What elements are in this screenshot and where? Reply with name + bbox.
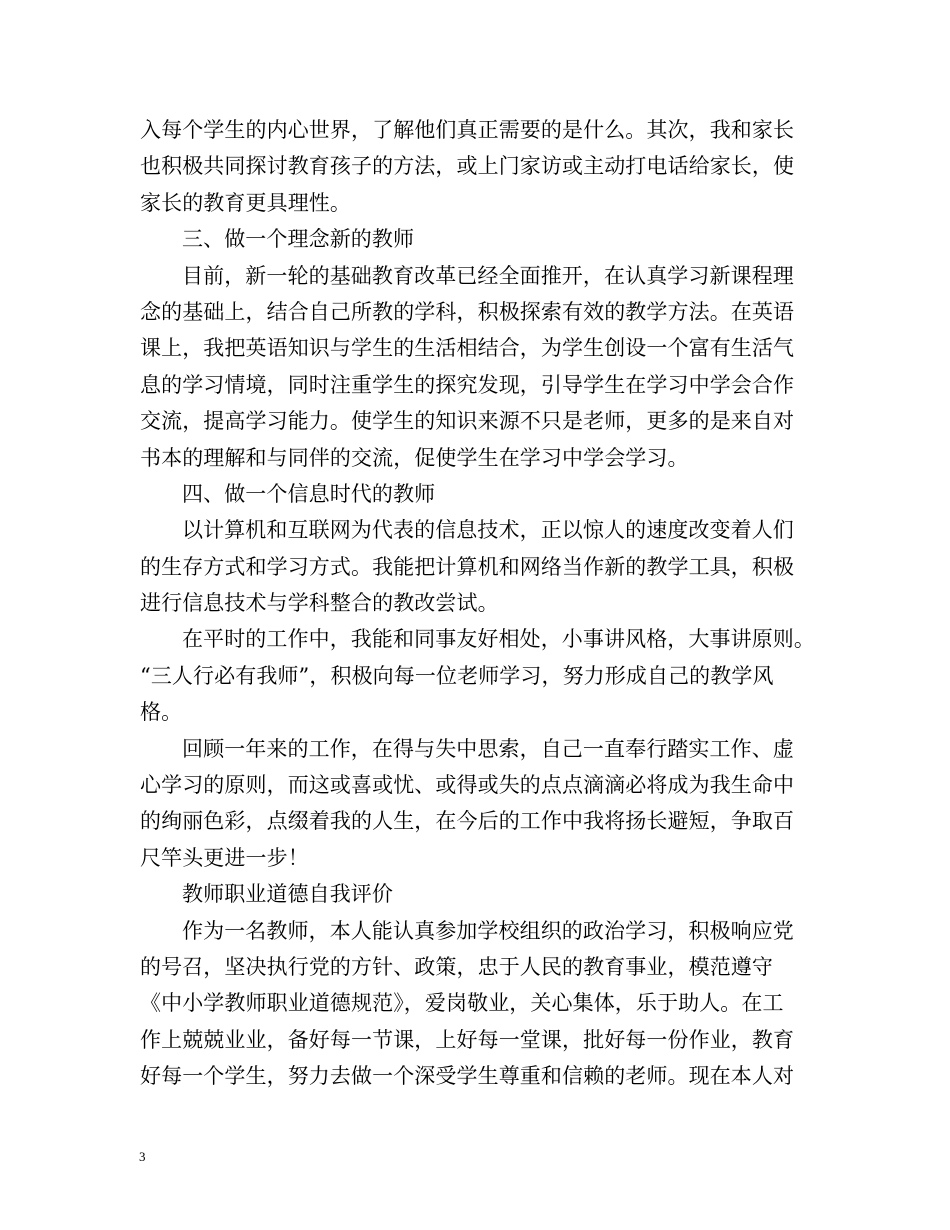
section-heading: 三、做一个理念新的教师: [182, 227, 415, 252]
text-line: 格。: [140, 700, 183, 725]
page-number: 3: [139, 1149, 146, 1164]
text-line: 家长的教育更具理性。: [140, 190, 351, 215]
text-line: 念的基础上，结合自己所教的学科，积极探索有效的教学方法。在英语: [140, 299, 795, 324]
section-heading: 四、做一个信息时代的教师: [182, 481, 436, 506]
text-line: 《中小学教师职业道德规范》，爱岗敬业，关心集体，乐于助人。在工: [140, 991, 784, 1016]
text-line: 的号召，坚决执行党的方针、政策，忠于人民的教育事业，模范遵守: [140, 954, 773, 979]
section-heading: 教师职业道德自我评价: [182, 882, 393, 907]
text-line: 心学习的原则，而这或喜或忧、或得或失的点点滴滴必将成为我生命中: [140, 773, 795, 798]
text-line: 交流，提高学习能力。使学生的知识来源不只是老师，更多的是来自对: [140, 409, 795, 434]
text-line: 在平时的工作中，我能和同事友好相处，小事讲风格，大事讲原则。: [182, 627, 815, 652]
text-line: 也积极共同探讨教育孩子的方法，或上门家访或主动打电话给家长，使: [140, 154, 795, 179]
body-text: [140, 112, 815, 1095]
text-line: 作上兢兢业业，备好每一节课，上好每一堂课，批好每一份作业，教育: [140, 1027, 795, 1052]
text-line: “三人行必有我师”，积极向每一位老师学习，努力形成自己的教学风: [140, 663, 774, 688]
text-line: 尺竿头更进一步！: [140, 845, 309, 870]
text-line: 入每个学生的内心世界，了解他们真正需要的是什么。其次，我和家长: [140, 118, 795, 142]
text-line: 进行信息技术与学科整合的教改尝试。: [140, 591, 499, 616]
text-line: 目前，新一轮的基础教育改革已经全面推开，在认真学习新课程理: [182, 263, 794, 288]
text-line: 书本的理解和与同伴的交流，促使学生在学习中学会学习。: [140, 445, 689, 470]
text-line: 课上，我把英语知识与学生的生活相结合，为学生创设一个富有生活气: [140, 336, 795, 361]
text-line: 的绚丽色彩，点缀着我的人生，在今后的工作中我将扬长避短，争取百: [140, 809, 795, 834]
text-line: 息的学习情境，同时注重学生的探究发现，引导学生在学习中学会合作: [140, 372, 795, 397]
text-line: 作为一名教师，本人能认真参加学校组织的政治学习，积极响应党: [182, 918, 794, 943]
text-line: 的生存方式和学习方式。我能把计算机和网络当作新的教学工具，积极: [140, 554, 795, 579]
text-line: 以计算机和互联网为代表的信息技术，正以惊人的速度改变着人们: [182, 518, 794, 543]
text-line: 回顾一年来的工作，在得与失中思索，自己一直奉行踏实工作、虚: [182, 736, 794, 761]
text-line: 好每一个学生，努力去做一个深受学生尊重和信赖的老师。现在本人对: [140, 1064, 795, 1089]
